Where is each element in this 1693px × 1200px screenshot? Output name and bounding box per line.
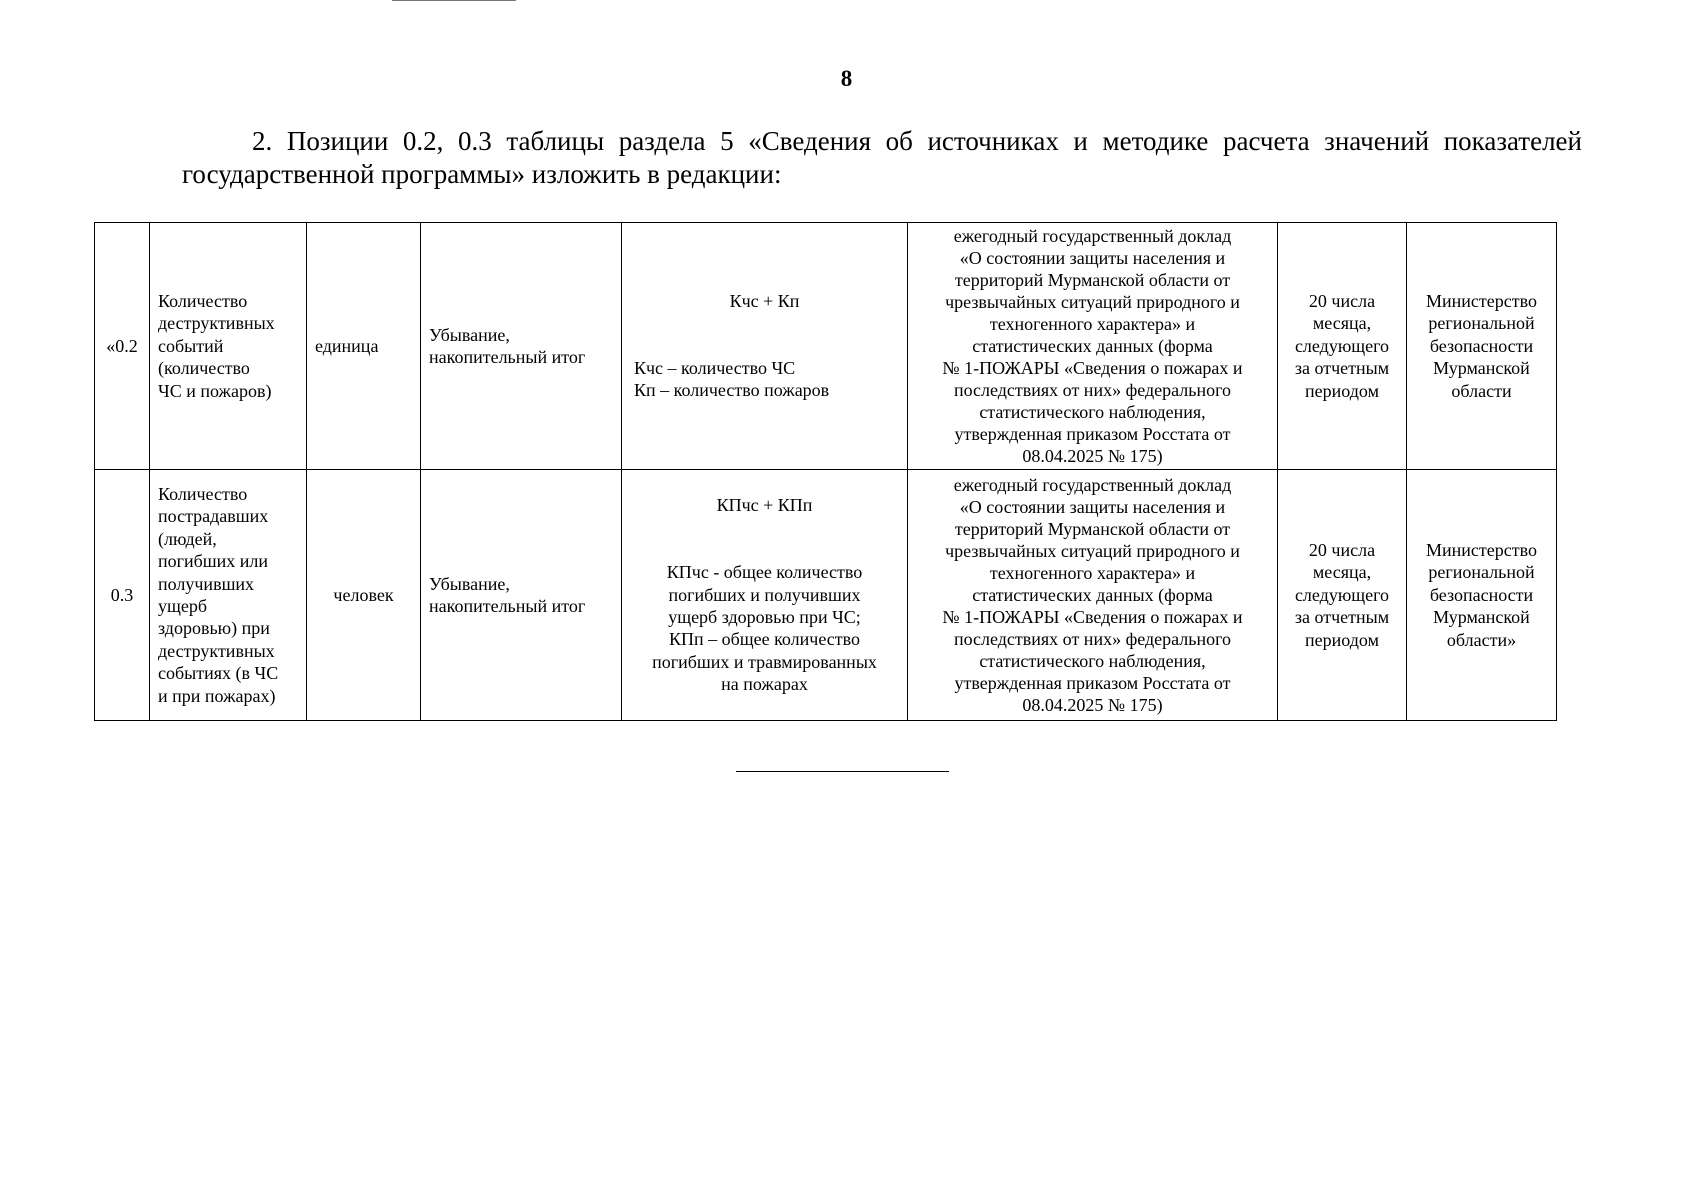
- dynamics: Убывание, накопительный итог: [421, 223, 622, 470]
- indicator-name: Количество пострадавших (людей, погибших или получивших ущерб здоровью) при деструктивных событиях (в ЧС и при пожарах): [150, 470, 307, 721]
- page-number: 8: [840, 66, 853, 91]
- formula-description: Кчс – количество ЧС Кп – количество пожаров: [634, 358, 830, 401]
- intro-paragraph: [182, 125, 1582, 191]
- deadline: 20 числа месяца, следующего за отчетным периодом: [1278, 470, 1407, 721]
- table-row: [95, 223, 1557, 470]
- indicators-table: [94, 222, 1557, 721]
- responsible-body: Министерство региональной безопасности Мурманской области: [1407, 223, 1557, 470]
- data-source: ежегодный государственный доклад «О состоянии защиты населения и территорий Мурманской области от чрезвычайных ситуаций природного и техногенного характера» и статистических данных (форма № 1-ПОЖАРЫ «Сведения о пожарах и последствиях от них» федерального статистического наблюдения, утвержденная приказом Росстата от 08.04.2025 № 175): [908, 223, 1278, 470]
- formula: Кчс + Кп: [729, 291, 800, 312]
- dynamics: Убывание, накопительный итог: [421, 470, 622, 721]
- row-number: 0.3: [95, 470, 150, 721]
- formula-cell: [622, 470, 908, 721]
- unit-of-measure: человек: [307, 470, 421, 721]
- unit-of-measure: единица: [307, 223, 421, 470]
- top-scan-mark: [392, 0, 516, 1]
- formula-cell: [622, 223, 908, 470]
- formula: КПчс + КПп: [716, 495, 813, 516]
- responsible-body: Министерство региональной безопасности Мурманской области»: [1407, 470, 1557, 721]
- deadline: 20 числа месяца, следующего за отчетным периодом: [1278, 223, 1407, 470]
- formula-description: КПчс - общее количество погибших и получивших ущерб здоровью при ЧС; КПп – общее количество погибших и травмированных на пожарах: [652, 562, 877, 695]
- end-of-document-rule: [736, 771, 949, 772]
- indicator-name: Количество деструктивных событий (количество ЧС и пожаров): [150, 223, 307, 470]
- table-row: [95, 470, 1557, 721]
- intro-text: 2. Позиции 0.2, 0.3 таблицы раздела 5 «Сведения об источниках и методике расчета значений показателей государственной программы» изложить в редакции:: [182, 126, 1582, 189]
- data-source: ежегодный государственный доклад «О состоянии защиты населения и территорий Мурманской области от чрезвычайных ситуаций природного и техногенного характера» и статистических данных (форма № 1-ПОЖАРЫ «Сведения о пожарах и последствиях от них» федерального статистического наблюдения, утвержденная приказом Росстата от 08.04.2025 № 175): [908, 470, 1278, 721]
- row-number: «0.2: [95, 223, 150, 470]
